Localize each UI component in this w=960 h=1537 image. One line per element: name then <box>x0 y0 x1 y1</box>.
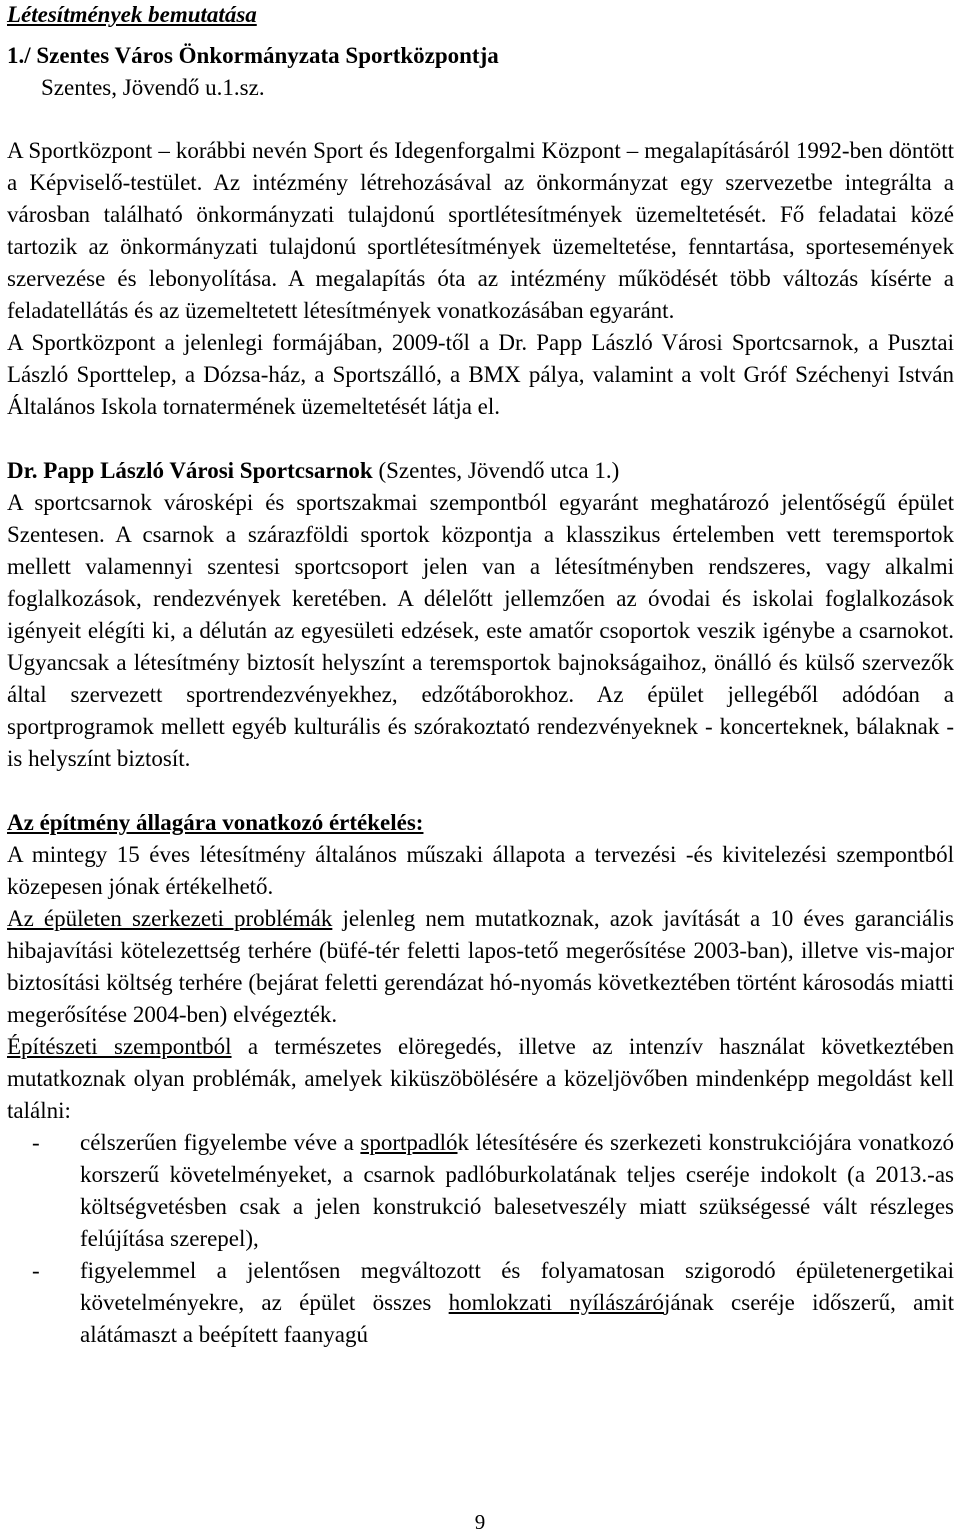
sportcsarnok-paragraph: A sportcsarnok városképi és sportszakmai szempontból egyaránt meghatározó jelentőségű épület Szentesen. A csarnok a szárazföldi sportok központja a klasszikus értelemben vett teremsportok mellett valamennyi szentesi sportcsoport jelen van a létesítményben rendszeres, vagy alkalmi foglalkozások, rendezvények keretében. A délelőtt jellemzően az óvodai és iskolai foglalkozások igényeit elégíti ki, a délután az egyesületi edzések, este amatőr csoportok veszik igénybe a csarnokot. Ugyancsak a létesítmény biztosít helyszínt a teremsportok bajnokságaihoz, önálló és külső szervezők által szervezett sportrendezvényekhez, edzőtáborokhoz. Az épület jellegéből adódóan a sportprogramok mellett egyéb kulturális és szórakoztató rendezvényeknek - koncerteknek, bálaknak - is helyszínt biztosít. <box>7 490 954 771</box>
evaluation-heading: Az építmény állagára vonatkozó értékelés: <box>7 810 424 835</box>
list-item-text: jának cseréje időszerű, amit alátámaszt a beépített faanyagú <box>80 1290 954 1347</box>
document-title: Létesítmények bemutatása <box>7 2 257 27</box>
evaluation-paragraph-2-text: jelenleg nem mutatkoznak, azok javítását a 10 éves garanciális hibajavítási kötelezettség terhére (büfé-tér feletti lapos-tető megerősítése 2003-ban), illetve vis-major biztosítási költség terhére (bejárat feletti gerendázat hó-nyomás következtében történt károsodás miatti megerősítése 2004-ben) elvégezték. <box>7 906 955 1027</box>
list-item <box>7 1255 954 1351</box>
section-address: Szentes, Jövendő u.1.sz. <box>41 75 265 100</box>
window-term: homlokzati nyílászáró <box>448 1290 664 1315</box>
list-item-text: figyelemmel a jelentősen megváltozott és folyamatosan szigorodó épületenergetikai követelményekre, az épület összes <box>80 1258 954 1315</box>
list-dash: - <box>32 1130 40 1155</box>
section-heading: 1./ Szentes Város Önkormányzata Sportközpontja <box>7 43 499 68</box>
list-item <box>7 1127 954 1255</box>
sportcsarnok-heading <box>7 455 954 487</box>
list-item-text: célszerűen figyelembe véve a <box>80 1130 361 1155</box>
sportcsarnok-name: Dr. Papp László Városi Sportcsarnok <box>7 458 373 483</box>
structural-problems-term: Az épületen szerkezeti problémák <box>7 906 333 931</box>
intro-paragraph: A Sportközpont – korábbi nevén Sport és Idegenforgalmi Központ – megalapításáról 1992-ben döntött a Képviselő-testület. Az intézmény létrehozásával az önkormányzat egy szervezetbe integrálta a városban található önkormányzati tulajdonú sportlétesítmények üzemeltetését. Fő feladatai közé tartozik az önkormányzati tulajdonú sportlétesítmények üzemeltetése, fenntartása, sportesemények szervezése és lebonyolítása. A megalapítás óta az intézmény működését több változás kísérte a feladatellátás és az üzemeltetett létesítmények vonatkozásában egyaránt. <box>7 138 954 323</box>
evaluation-paragraph-1: A mintegy 15 éves létesítmény általános műszaki állapota a tervezési -és kivitelezési szempontból közepesen jónak értékelhető. <box>7 842 954 899</box>
page-number: 9 <box>474 1510 486 1534</box>
evaluation-paragraph-2 <box>7 903 954 1031</box>
evaluation-paragraph-3 <box>7 1031 954 1127</box>
document-page <box>7 0 954 1351</box>
architectural-term: Építészeti szempontból <box>7 1034 232 1059</box>
sportcsarnok-address: (Szentes, Jövendő utca 1.) <box>372 458 620 483</box>
sportpadlo-term: sportpadló <box>360 1130 458 1155</box>
evaluation-paragraph-3-text: a természetes elöregedés, illetve az intenzív használat következtében mutatkoznak olyan problémák, amelyek kiküszöbölésére a közeljövőben mindenképp megoldást kell találni: <box>7 1034 954 1123</box>
list-item-text: k létesítésére és szerkezeti konstrukciójára vonatkozó korszerű követelményeket, a csarnok padlóburkolatának teljes cseréje indokolt (a 2013.-as költségvetésben csak a jelen konstrukció balesetveszély miatt szükségessé vált részleges felújítása szerepel), <box>80 1130 954 1251</box>
list-dash: - <box>32 1258 40 1283</box>
intro-paragraph-2: A Sportközpont a jelenlegi formájában, 2009-től a Dr. Papp László Városi Sportcsarnok, a Pusztai László Sporttelep, a Dózsa-ház, a Sportszálló, a BMX pálya, valamint a volt Gróf Széchenyi István Általános Iskola tornatermének üzemeltetését látja el. <box>7 330 954 419</box>
problem-list <box>7 1127 954 1351</box>
